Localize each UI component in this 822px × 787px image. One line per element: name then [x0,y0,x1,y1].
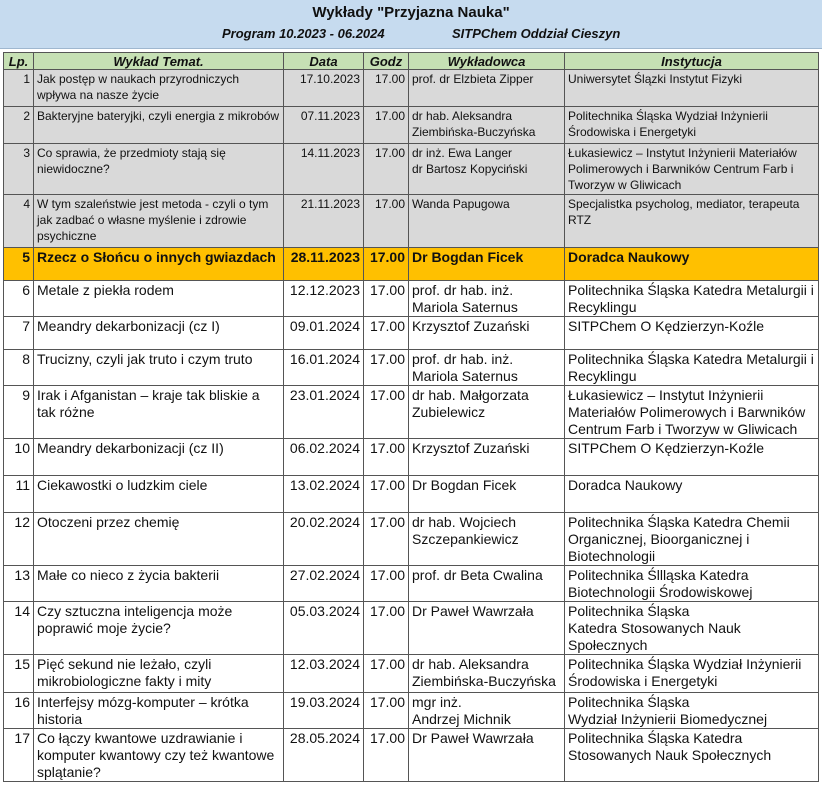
cell-date[interactable]: 09.01.2024 [284,317,364,350]
cell-topic[interactable]: Rzecz o Słońcu o innych gwiazdach [34,248,284,281]
cell-lp[interactable]: 2 [4,107,34,144]
cell-lp[interactable]: 10 [4,439,34,476]
cell-lp[interactable]: 11 [4,476,34,513]
cell-institution[interactable]: Politechnika Śląska Wydział Inżynierii Środowiska i Energetyki [565,107,819,144]
cell-topic[interactable]: Bakteryjne bateryjki, czyli energia z mikrobów [34,107,284,144]
cell-lecturer[interactable]: mgr inż. Andrzej Michnik [409,693,565,729]
cell-lecturer[interactable]: Dr Paweł Wawrzała [409,602,565,655]
table-row [4,566,819,602]
cell-date[interactable]: 06.02.2024 [284,439,364,476]
cell-lecturer[interactable]: Wanda Papugowa [409,195,565,248]
cell-time[interactable]: 17.00 [364,107,409,144]
cell-lp[interactable]: 8 [4,350,34,386]
cell-lp[interactable]: 1 [4,70,34,107]
column-header-time[interactable]: Godz [364,53,409,70]
cell-time[interactable]: 17.00 [364,195,409,248]
table-row [4,655,819,693]
cell-lecturer[interactable]: Krzysztof Zuzański [409,317,565,350]
cell-lp[interactable]: 5 [4,248,34,281]
cell-institution[interactable]: Politechnika Śląska Katedra Stosowanych Nauk Społecznych [565,602,819,655]
cell-time[interactable]: 17.00 [364,248,409,281]
table-row [4,386,819,439]
cell-lp[interactable]: 3 [4,144,34,195]
cell-topic[interactable]: W tym szaleństwie jest metoda - czyli o tym jak zadbać o własne myślenie i zdrowie psychiczne [34,195,284,248]
cell-topic[interactable]: Jak postęp w naukach przyrodniczych wpływa na nasze życie [34,70,284,107]
cell-institution[interactable]: Politechnika Śląska Katedra Metalurgii i Recyklingu [565,281,819,317]
cell-topic[interactable]: Co łączy kwantowe uzdrawianie i komputer kwantowy czy też kwantowe splątanie? [34,729,284,782]
sheet-title: Wykłady "Przyjazna Nauka" [312,4,510,21]
column-header-lecturer[interactable]: Wykładowca [409,53,565,70]
cell-date[interactable]: 13.02.2024 [284,476,364,513]
cell-institution[interactable]: Doradca Naukowy [565,248,819,281]
cell-institution[interactable]: Uniwersytet Ślązki Instytut Fizyki [565,70,819,107]
cell-time[interactable]: 17.00 [364,281,409,317]
cell-topic[interactable]: Trucizny, czyli jak truto i czym truto [34,350,284,386]
cell-date[interactable]: 12.12.2023 [284,281,364,317]
cell-institution[interactable]: Politechnika Śląska Katedra Metalurgii i Recyklingu [565,350,819,386]
cell-lecturer[interactable]: Dr Bogdan Ficek [409,248,565,281]
cell-lecturer[interactable]: dr hab. Aleksandra Ziembińska-Buczyńska [409,107,565,144]
cell-topic[interactable]: Irak i Afganistan – kraje tak bliskie a tak różne [34,386,284,439]
cell-lecturer[interactable]: prof. dr hab. inż. Mariola Saternus [409,281,565,317]
cell-date[interactable]: 05.03.2024 [284,602,364,655]
cell-lp[interactable]: 6 [4,281,34,317]
cell-institution[interactable]: Politechnika Śląska Katedra Stosowanych Nauk Społecznych [565,729,819,782]
table-row [4,144,819,195]
cell-institution[interactable]: Politechnika Śląska Katedra Chemii Organicznej, Bioorganicznej i Biotechnologii [565,513,819,566]
table-row [4,476,819,513]
cell-topic[interactable]: Co sprawia, że przedmioty stają się niewidoczne? [34,144,284,195]
cell-institution[interactable]: Łukasiewicz – Instytut Inżynierii Materiałów Polimerowych i Barwników Centrum Farb i Tworzyw w Gliwicach [565,144,819,195]
cell-time[interactable]: 17.00 [364,513,409,566]
cell-topic[interactable]: Ciekawostki o ludzkim ciele [34,476,284,513]
cell-lecturer[interactable]: dr inż. Ewa Langer dr Bartosz Kopyciński [409,144,565,195]
table-row [4,439,819,476]
table-row [4,107,819,144]
cell-lecturer[interactable]: prof. dr Elzbieta Zipper [409,70,565,107]
cell-time[interactable]: 17.00 [364,602,409,655]
cell-institution[interactable]: Politechnika Śląska Wydział Inżynierii Środowiska i Energetyki [565,655,819,693]
cell-institution[interactable]: Specjalistka psycholog, mediator, terapeuta RTZ [565,195,819,248]
column-header-institution[interactable]: Instytucja [565,53,819,70]
cell-lp[interactable]: 15 [4,655,34,693]
cell-topic[interactable]: Pięć sekund nie leżało, czyli mikrobiologiczne fakty i mity [34,655,284,693]
cell-lp[interactable]: 17 [4,729,34,782]
cell-lp[interactable]: 9 [4,386,34,439]
cell-date[interactable]: 28.11.2023 [284,248,364,281]
program-period: Program 10.2023 - 06.2024 [222,26,385,41]
column-header-topic[interactable]: Wykład Temat. [34,53,284,70]
cell-lecturer[interactable]: dr hab. Aleksandra Ziembińska-Buczyńska [409,655,565,693]
cell-date[interactable]: 23.01.2024 [284,386,364,439]
cell-time[interactable]: 17.00 [364,693,409,729]
cell-topic[interactable]: Metale z piekła rodem [34,281,284,317]
cell-lecturer[interactable]: Krzysztof Zuzański [409,439,565,476]
cell-institution[interactable]: SITPChem O Kędzierzyn-Koźle [565,317,819,350]
cell-date[interactable]: 07.11.2023 [284,107,364,144]
cell-date[interactable]: 17.10.2023 [284,70,364,107]
cell-time[interactable]: 17.00 [364,317,409,350]
cell-institution[interactable]: Łukasiewicz – Instytut Inżynierii Materiałów Polimerowych i Barwników Centrum Farb i Tworzyw w Gliwicach [565,386,819,439]
cell-time[interactable]: 17.00 [364,729,409,782]
cell-time[interactable]: 17.00 [364,439,409,476]
cell-date[interactable]: 14.11.2023 [284,144,364,195]
table-row [4,195,819,248]
cell-topic[interactable]: Interfejsy mózg-komputer – krótka historia [34,693,284,729]
cell-time[interactable]: 17.00 [364,144,409,195]
cell-lecturer[interactable]: prof. dr Beta Cwalina [409,566,565,602]
cell-topic[interactable]: Meandry dekarbonizacji (cz II) [34,439,284,476]
cell-date[interactable]: 16.01.2024 [284,350,364,386]
cell-time[interactable]: 17.00 [364,70,409,107]
cell-lp[interactable]: 4 [4,195,34,248]
table-row [4,729,819,782]
column-header-date[interactable]: Data [284,53,364,70]
cell-lecturer[interactable]: prof. dr hab. inż. Mariola Saternus [409,350,565,386]
cell-topic[interactable]: Meandry dekarbonizacji (cz I) [34,317,284,350]
table-row [4,513,819,566]
cell-date[interactable]: 27.02.2024 [284,566,364,602]
table-header-row [4,53,819,70]
sheet-header [0,0,822,49]
column-header-lp[interactable]: Lp. [4,53,34,70]
table-row [4,248,819,281]
cell-time[interactable]: 17.00 [364,655,409,693]
cell-lp[interactable]: 16 [4,693,34,729]
cell-time[interactable]: 17.00 [364,350,409,386]
cell-lp[interactable]: 7 [4,317,34,350]
cell-lp[interactable]: 14 [4,602,34,655]
cell-time[interactable]: 17.00 [364,386,409,439]
cell-topic[interactable]: Czy sztuczna inteligencja może poprawić moje życie? [34,602,284,655]
organizer-branch: SITPChem Oddział Cieszyn [452,26,621,41]
cell-institution[interactable]: Politechnika Śląska Wydział Inżynierii Biomedycznej [565,693,819,729]
cell-lecturer[interactable]: dr hab. Wojciech Szczepankiewicz [409,513,565,566]
cell-lecturer[interactable]: Dr Bogdan Ficek [409,476,565,513]
lecture-table [3,52,819,782]
cell-date[interactable]: 12.03.2024 [284,655,364,693]
cell-date[interactable]: 19.03.2024 [284,693,364,729]
cell-lecturer[interactable]: dr hab. Małgorzata Zubielewicz [409,386,565,439]
cell-topic[interactable]: Otoczeni przez chemię [34,513,284,566]
cell-date[interactable]: 21.11.2023 [284,195,364,248]
table-row [4,350,819,386]
table-row [4,70,819,107]
table-row [4,317,819,350]
cell-time[interactable]: 17.00 [364,476,409,513]
cell-institution[interactable]: Doradca Naukowy [565,476,819,513]
cell-lp[interactable]: 13 [4,566,34,602]
cell-institution[interactable]: SITPChem O Kędzierzyn-Koźle [565,439,819,476]
cell-institution[interactable]: Politechnika Śllląska Katedra Biotechnologii Środowiskowej [565,566,819,602]
cell-topic[interactable]: Małe co nieco z życia bakterii [34,566,284,602]
table-row [4,693,819,729]
table-row [4,281,819,317]
cell-lp[interactable]: 12 [4,513,34,566]
cell-time[interactable]: 17.00 [364,566,409,602]
cell-lecturer[interactable]: Dr Paweł Wawrzała [409,729,565,782]
table-row [4,602,819,655]
cell-date[interactable]: 28.05.2024 [284,729,364,782]
cell-date[interactable]: 20.02.2024 [284,513,364,566]
